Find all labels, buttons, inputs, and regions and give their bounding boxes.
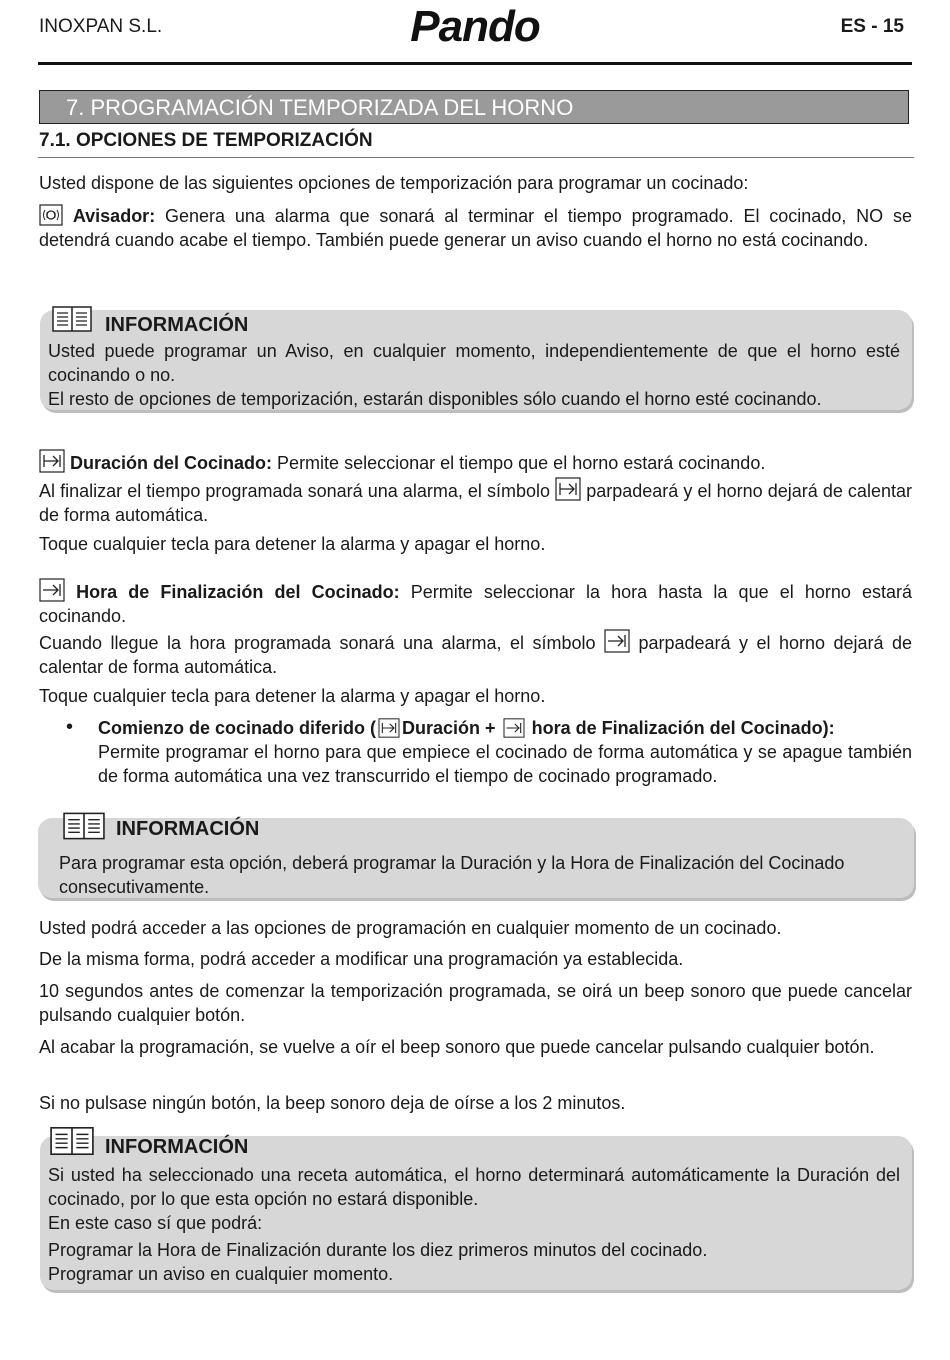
paragraph: Usted podrá acceder a las opciones de programación en cualquier momento de un cocinado. [39,918,782,938]
page-number: ES - 15 [840,16,904,37]
duracion-stop-text: Toque cualquier tecla para detener la alarma y apagar el horno. [39,534,546,554]
intro-text: Usted dispone de las siguientes opciones de temporización para programar un cocinado: [39,173,749,193]
info-text: Para programar esta opción, deberá programar la Duración y la Hora de Finalización del Cocinado consecutivamente. [59,853,845,897]
paragraph: De la misma forma, podrá acceder a modificar una programación ya establecida. [39,949,684,969]
info-box-1 [40,310,912,410]
finalizacion-alarm-paragraph [39,629,912,679]
brand-logo: Pando [410,2,540,51]
paragraph: Al acabar la programación, se vuelve a oír el beep sonoro que puede cancelar pulsando cualquier botón. [39,1037,875,1057]
finalizacion-paragraph [39,578,912,628]
info-box-3 [40,1136,912,1290]
info-text-line: Si usted ha seleccionado una receta automática, el horno determinará automáticamente la Duración del cocinado, por lo que esta opción no estará disponible. [48,1165,900,1209]
info-text-line: El resto de opciones de temporización, estarán disponibles sólo cuando el horno esté cocinando. [48,389,822,409]
duration-icon [39,449,65,473]
info-heading: INFORMACIÓN [105,314,249,336]
paragraph: 10 segundos antes de comenzar la temporización programada, se oirá un beep sonoro que puede cancelar pulsando cualquier botón. [39,981,912,1025]
bullet-dot: • [66,716,74,738]
duracion-text: Permite seleccionar el tiempo que el horno estará cocinando. [272,453,766,473]
avisador-paragraph [39,204,912,252]
book-icon [52,306,92,332]
finalizacion-alarm-text: Cuando llegue la hora programada sonará una alarma, el símbolo [39,633,596,653]
finalizacion-stop-text: Toque cualquier tecla para detener la alarma y apagar el horno. [39,686,546,706]
diferido-title: Comienzo de cocinado diferido ( Duración + hora de Finalización del Cocinado): [98,718,835,738]
finalizacion-text: Permite seleccionar la hora hasta la que el horno estará cocinando. [39,582,912,626]
book-icon [63,810,105,842]
finalizacion-label: Hora de Finalización del Cocinado: [76,582,400,602]
info-heading: INFORMACIÓN [105,1136,249,1158]
end-time-icon [503,718,525,738]
header-rule [38,62,912,65]
info-text-line: En este caso sí que podrá: [48,1213,263,1233]
paragraph: Si no pulsase ningún botón, la beep sonoro deja de oírse a los 2 minutos. [39,1093,626,1113]
info-text-line: Usted puede programar un Aviso, en cualquier momento, independientemente de que el horno esté cocinando o no. [48,341,900,385]
duracion-alarm-paragraph [39,477,912,527]
diferido-text: Permite programar el horno para que empiece el cocinado de forma automática y se apague también de forma automática una vez transcurrido el tiempo de cocinado programado. [98,742,912,786]
info-text-line: Programar un aviso en cualquier momento. [48,1264,394,1284]
end-time-icon [604,629,630,653]
info-heading: INFORMACIÓN [116,818,260,840]
duracion-label: Duración del Cocinado: [70,453,273,473]
finalizacion-alarm-text-end: parpadeará y el horno dejará de calentar de forma automática. [39,633,912,677]
section-title: 7. PROGRAMACIÓN TEMPORIZADA DEL HORNO [39,90,909,124]
info-box-2 [38,818,914,898]
duracion-alarm-text: Al finalizar el tiempo programada sonará una alarma, el símbolo [39,481,551,501]
book-icon [50,1122,94,1160]
duration-icon [555,477,581,501]
company-name: INOXPAN S.L. [39,16,163,37]
avisador-text: Genera una alarma que sonará al terminar el tiempo programado. El cocinado, NO se detendrá cuando acabe el tiempo. También puede generar un aviso cuando el horno no está cocinando. [39,206,912,250]
diferido-paragraph [98,716,912,788]
alarm-bell-icon [39,204,63,226]
avisador-label: Avisador: [72,206,156,226]
subsection-title: 7.1. OPCIONES DE TEMPORIZACIÓN [39,130,373,151]
info-text-line: Programar la Hora de Finalización durante los diez primeros minutos del cocinado. [48,1240,708,1260]
duracion-alarm-text-end: parpadeará y el horno dejará de calentar de forma automática. [39,481,912,525]
duration-icon [378,718,400,738]
subsection-rule [38,157,914,158]
duracion-paragraph [39,449,912,475]
end-time-icon [39,578,65,602]
